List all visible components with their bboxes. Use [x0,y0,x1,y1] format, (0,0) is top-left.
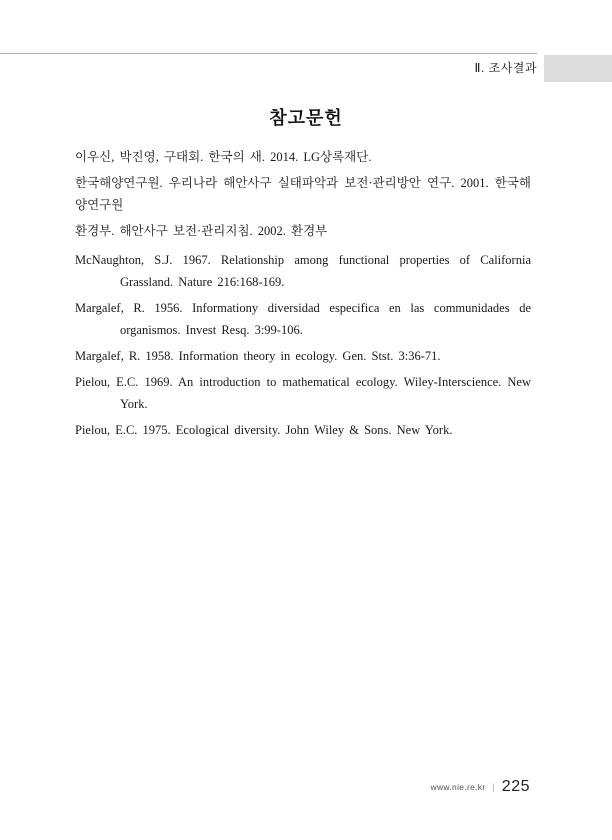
reference-item: Margalef, R. 1958. Information theory in ecology. Gen. Stst. 3:36-71. [75,349,441,363]
header-accent-box [544,55,612,82]
reference-item: Pielou, E.C. 1969. An introduction to mathematical ecology. Wiley-Interscience. New York. [75,375,531,411]
header-rule [0,53,537,54]
reference-item: 한국해양연구원. 우리나라 해안사구 실태파악과 보전·관리방안 연구. 2001. 한국해양연구원 [75,176,531,212]
reference-item: McNaughton, S.J. 1967. Relationship among functional properties of California Grassland. Nature 216:168-169. [75,253,531,289]
footer-page-number: 225 [501,778,530,795]
reference-item: 이우신, 박진영, 구태회. 한국의 새. 2014. LG상록재단. [75,150,372,164]
reference-item: Pielou, E.C. 1975. Ecological diversity. John Wiley & Sons. New York. [75,423,453,437]
footer-website: www.nie.re.kr [430,782,486,792]
page-footer [431,778,530,796]
reference-item: 환경부. 해안사구 보전·관리지침. 2002. 환경부 [75,224,328,238]
header-section-label: Ⅱ. 조사결과 [474,61,537,75]
page-title: 참고문헌 [269,108,343,128]
footer-divider: | [492,782,495,792]
reference-item: Margalef, R. 1956. Informationy diversidad especifica en las communidades de organismos. Invest Resq. 3:99-106. [75,301,531,337]
references-list [75,146,531,445]
